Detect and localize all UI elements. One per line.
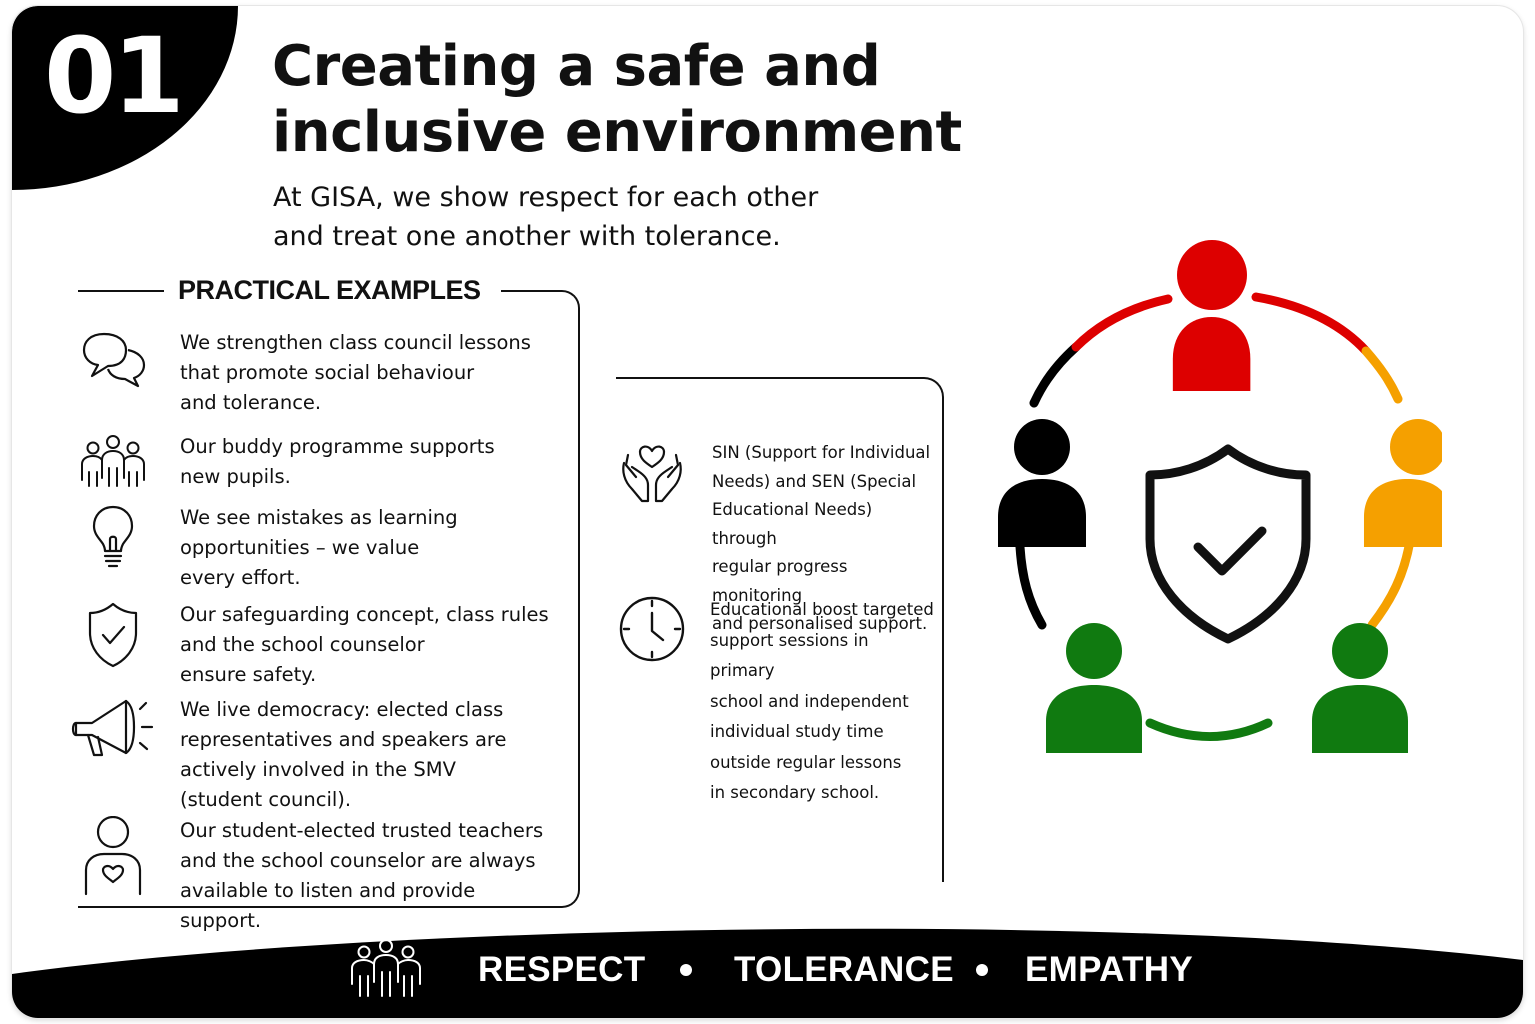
community-shield-icon xyxy=(972,221,1442,781)
hands-heart-icon xyxy=(616,439,688,511)
shield-check-icon xyxy=(78,600,148,670)
chat-bubbles-icon xyxy=(78,328,148,398)
person-heart-icon xyxy=(78,816,148,898)
value-separator-dot xyxy=(680,964,692,976)
group-people-icon xyxy=(346,938,426,1000)
page-title: Creating a safe and inclusive environment xyxy=(272,34,962,165)
page-subtitle: At GISA, we show respect for each other and treat one another with tolerance. xyxy=(273,182,819,252)
clock-icon xyxy=(616,593,688,665)
group-people-icon xyxy=(78,432,148,502)
value-empathy: EMPATHY xyxy=(1025,950,1194,989)
number-badge xyxy=(12,6,238,190)
example-text: We see mistakes as learning opportunities – we value every effort. xyxy=(180,506,458,589)
support-panel xyxy=(616,377,944,882)
infographic-card xyxy=(12,6,1523,1018)
example-text: Our safeguarding concept, class rules and the school counselor ensure safety. xyxy=(180,603,549,686)
value-tolerance: TOLERANCE xyxy=(734,950,954,989)
lightbulb-icon xyxy=(78,503,148,573)
examples-heading: PRACTICAL EXAMPLES xyxy=(164,272,501,308)
example-text: We strengthen class council lessons that promote social behaviour and tolerance. xyxy=(180,331,531,414)
value-respect: RESPECT xyxy=(478,950,646,989)
example-text: Our student-elected trusted teachers and the school counselor are always available to listen and provide support. xyxy=(180,819,544,932)
example-text: We live democracy: elected class representatives and speakers are actively involved in the SMV (student council). xyxy=(180,698,507,811)
practical-examples-panel xyxy=(78,275,580,932)
support-text: SIN (Support for Individual Needs) and SEN (Special Educational Needs) through regular progress monitoring and personalised support. xyxy=(712,443,931,633)
support-text: Educational boost targeted support sessions in primary school and independent individual study time outside regular lessons in secondary school. xyxy=(710,600,934,802)
example-text: Our buddy programme supports new pupils. xyxy=(180,435,495,488)
megaphone-icon xyxy=(70,695,156,765)
badge-number: 01 xyxy=(44,15,181,137)
value-separator-dot xyxy=(976,964,988,976)
